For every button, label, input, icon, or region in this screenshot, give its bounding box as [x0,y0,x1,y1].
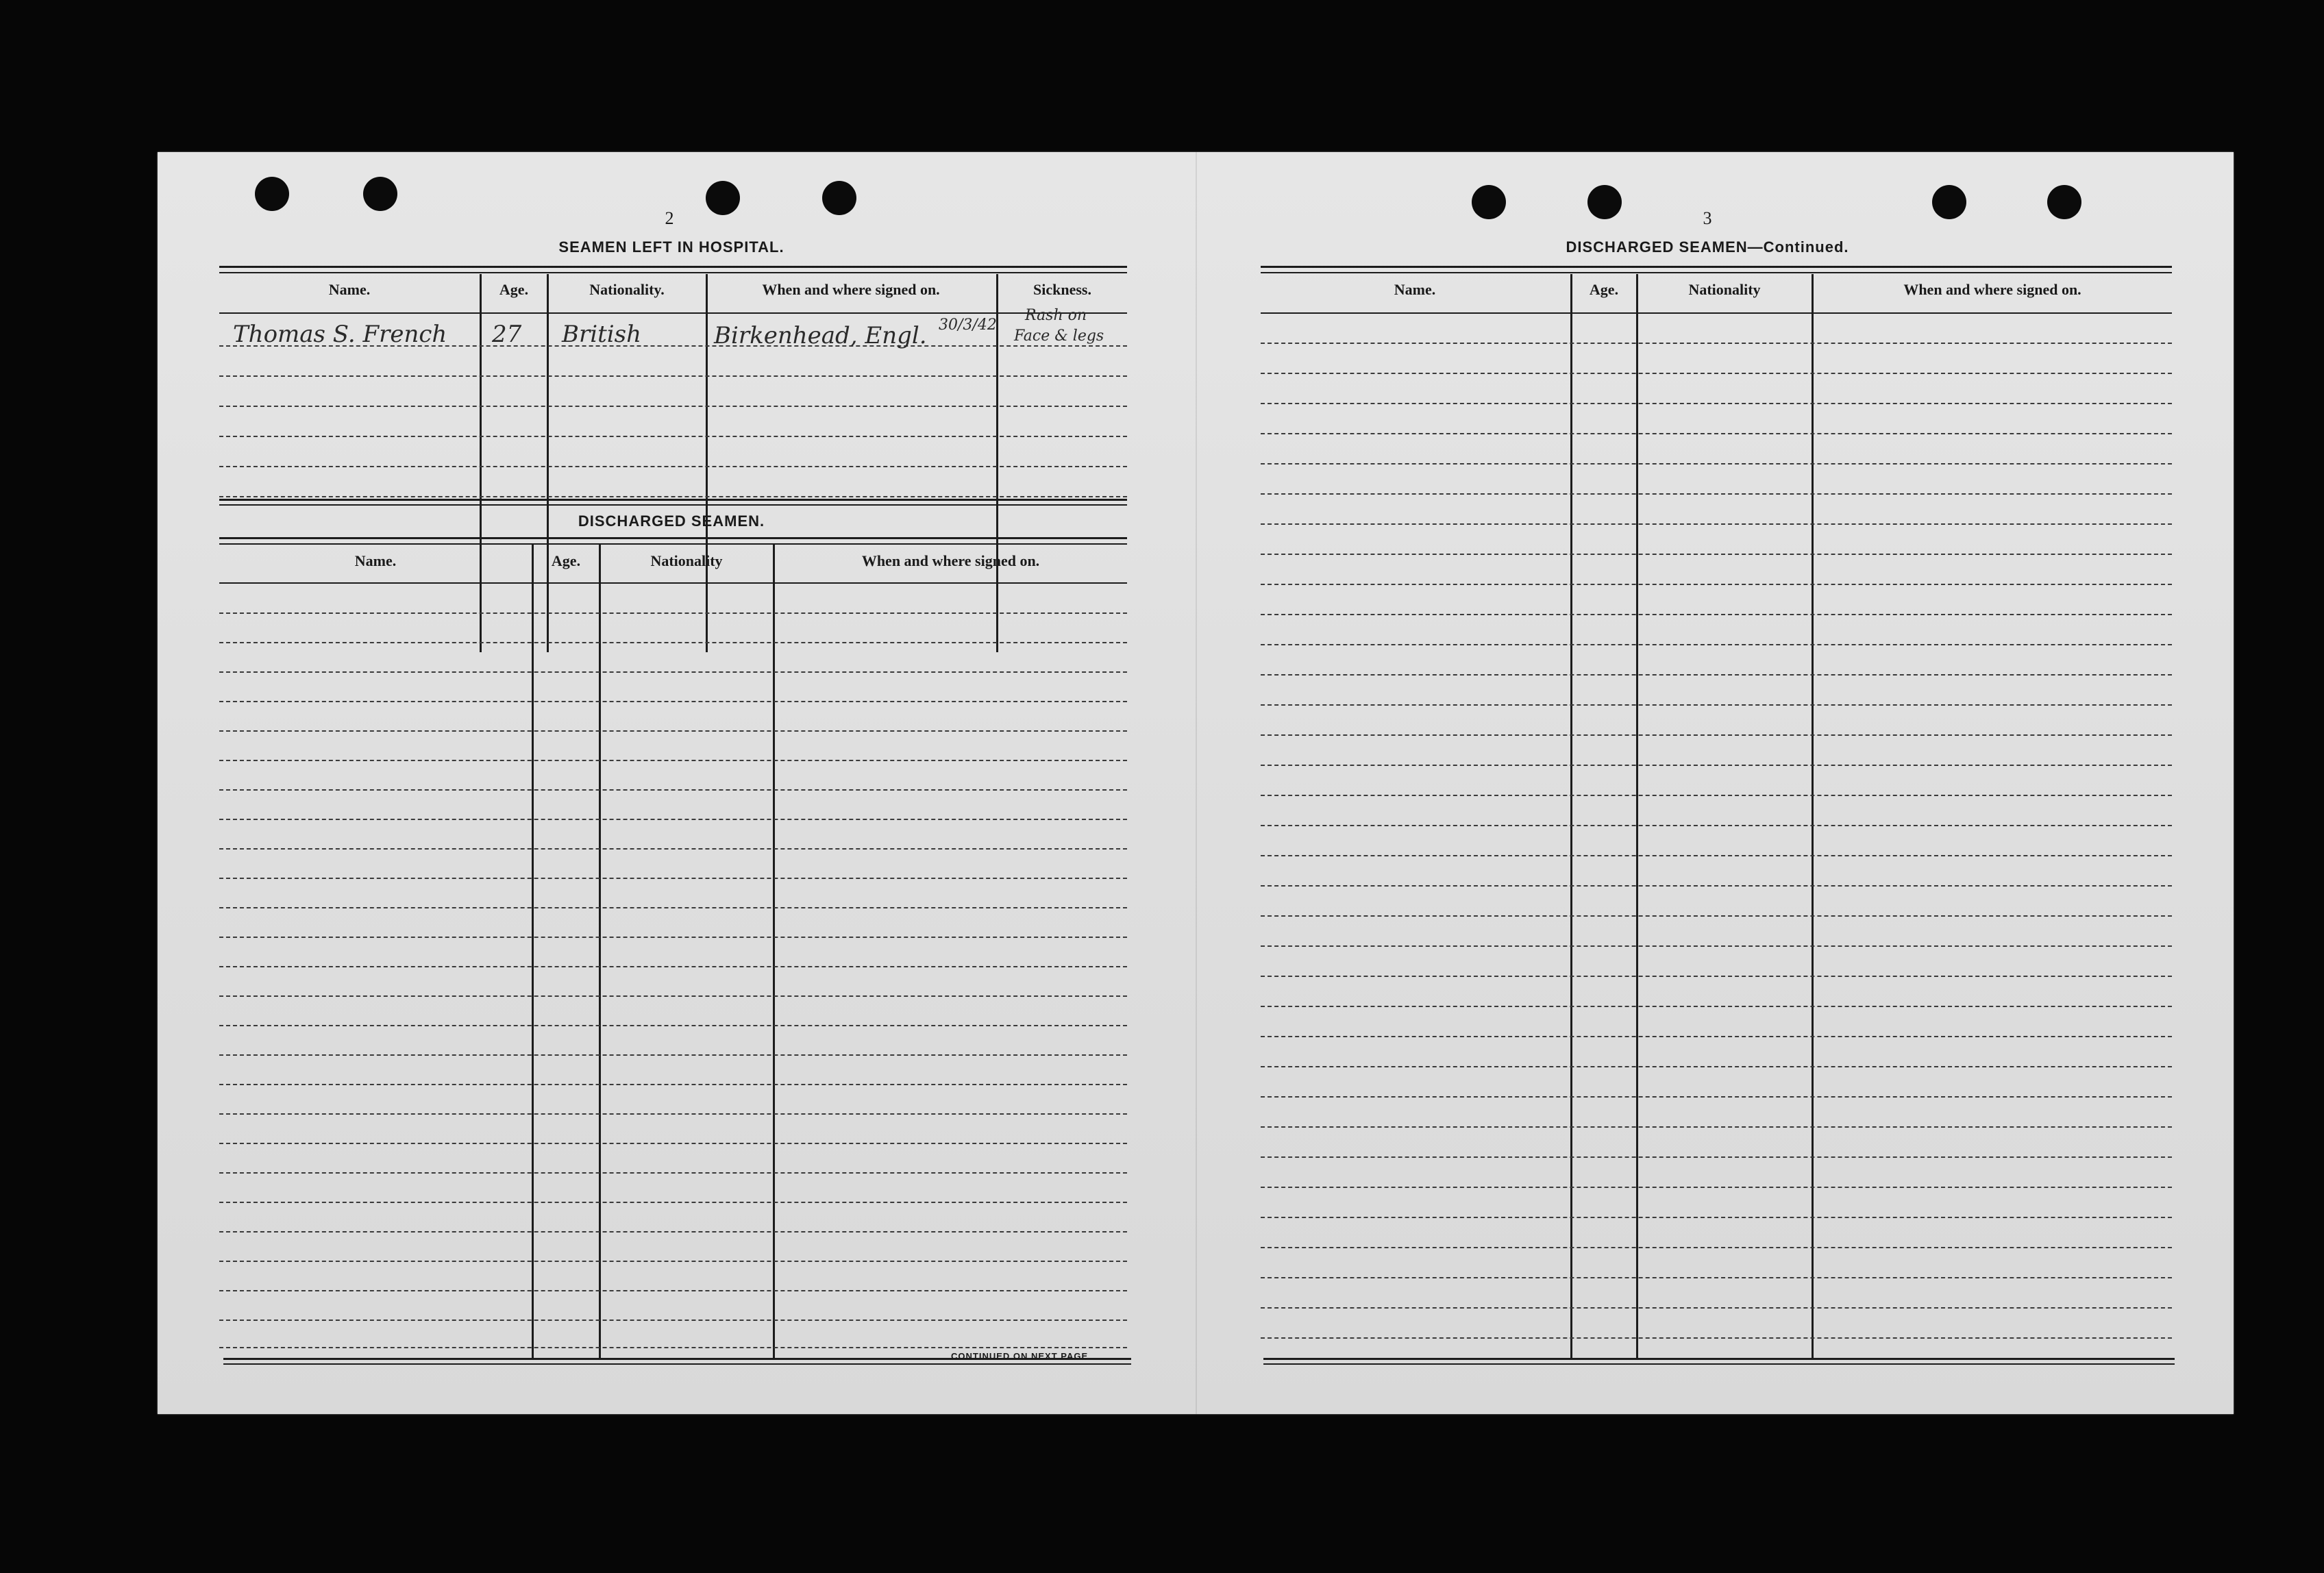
hospital-row-line [219,406,1127,407]
discharged-row-line [219,642,1127,643]
right-row-line [1261,554,2172,555]
discharged-col-divider [599,544,601,1359]
punch-hole [1932,185,1966,219]
discharged-row-line [219,995,1127,997]
right-row-line [1261,403,2172,404]
discharged-row-line [219,878,1127,879]
right-row-line [1261,1126,2172,1128]
right-row-line [1261,644,2172,645]
discharged-section-title: DISCHARGED SEAMEN. [578,512,765,530]
right-row-line [1261,523,2172,525]
right-col-nationality: Nationality [1688,281,1761,298]
right-row-line [1261,885,2172,887]
hospital-row-line [219,375,1127,377]
form-sheet [158,152,2234,1414]
continued-note: CONTINUED ON NEXT PAGE. [951,1351,1091,1361]
entry-signed-date: 30/3/42 [939,317,997,334]
entry-signed-on: Birkenhead, Engl. [714,322,927,349]
right-row-line [1261,704,2172,706]
discharged-row-line [219,1202,1127,1203]
hospital-top-rule [219,272,1127,273]
discharged-col-signed-on: When and where signed on. [861,552,1040,569]
right-row-line [1261,373,2172,374]
discharged-row-line [219,1084,1127,1085]
hospital-section-title: SEAMEN LEFT IN HOSPITAL. [558,238,784,256]
right-row-line [1261,463,2172,465]
hospital-col-divider [480,274,482,652]
hospital-col-age: Age. [499,281,529,298]
right-row-line [1261,734,2172,736]
right-row-line [1261,343,2172,344]
hospital-col-sickness: Sickness. [1033,281,1091,298]
discharged-header-rule [219,582,1127,584]
punch-hole [363,177,397,211]
discharged-row-line [219,1231,1127,1233]
right-row-line [1261,674,2172,676]
right-row-line [1261,1217,2172,1218]
discharged-row-line [219,1290,1127,1291]
right-row-line [1261,1036,2172,1037]
discharged-row-line [219,1172,1127,1174]
right-top-rule [1261,272,2172,273]
right-col-divider [1570,274,1572,1358]
punch-hole [706,181,740,215]
discharged-row-line [219,730,1127,732]
discharged-row-line [219,671,1127,673]
punch-hole [255,177,289,211]
right-row-line [1261,765,2172,766]
hospital-row-line [219,436,1127,437]
discharged-row-line [219,848,1127,850]
hospital-row-line [219,496,1127,497]
right-col-name: Name. [1394,281,1436,298]
hospital-col-divider [706,274,708,652]
discharged-col-nationality: Nationality [650,552,723,569]
discharged-row-line [219,789,1127,791]
right-col-divider [1812,274,1814,1358]
entry-nationality: British [562,321,641,348]
right-row-line [1261,433,2172,434]
right-bottom-rule [1263,1363,2175,1365]
page-number-right: 3 [1703,208,1712,228]
right-row-line [1261,945,2172,947]
hospital-top-rule [219,266,1127,268]
discharged-row-line [219,760,1127,761]
right-row-line [1261,1337,2172,1339]
hospital-header-rule [219,312,1127,314]
discharged-top-rule [219,543,1127,545]
hospital-bottom-rule [219,499,1127,501]
discharged-row-line [219,612,1127,614]
right-row-line [1261,855,2172,856]
hospital-row-line [219,466,1127,467]
hospital-col-nationality: Nationality. [589,281,665,298]
discharged-col-divider [532,544,534,1359]
right-row-line [1261,493,2172,495]
discharged-col-divider [773,544,775,1359]
hospital-col-name: Name. [328,281,371,298]
discharged-continued-title: DISCHARGED SEAMEN—Continued. [1566,238,1849,256]
punch-hole [2047,185,2081,219]
right-header-rule [1261,312,2172,314]
discharged-top-rule [219,537,1127,539]
discharged-bottom-rule [223,1363,1131,1365]
discharged-row-line [219,1320,1127,1321]
discharged-row-line [219,966,1127,967]
discharged-row-line [219,907,1127,908]
entry-sickness-line2: Face & legs [1014,327,1104,345]
discharged-row-line [219,1347,1127,1348]
right-row-line [1261,1277,2172,1278]
right-row-line [1261,1066,2172,1067]
right-col-signed-on: When and where signed on. [1903,281,2081,298]
right-col-divider [1636,274,1638,1358]
hospital-col-signed-on: When and where signed on. [762,281,940,298]
entry-sickness-line1: Rash on [1025,307,1087,324]
right-row-line [1261,1247,2172,1248]
discharged-row-line [219,1113,1127,1115]
punch-hole [822,181,856,215]
right-col-age: Age. [1589,281,1619,298]
right-row-line [1261,825,2172,826]
right-row-line [1261,1187,2172,1188]
discharged-row-line [219,937,1127,938]
discharged-col-name: Name. [354,552,397,569]
right-row-line [1261,976,2172,977]
discharged-row-line [219,1025,1127,1026]
punch-hole [1472,185,1506,219]
discharged-row-line [219,1054,1127,1056]
right-row-line [1261,915,2172,917]
discharged-col-age: Age. [551,552,581,569]
right-row-line [1261,584,2172,585]
right-row-line [1261,1307,2172,1309]
discharged-row-line [219,1143,1127,1144]
discharged-row-line [219,1261,1127,1262]
right-row-line [1261,614,2172,615]
right-top-rule [1261,266,2172,268]
right-row-line [1261,1006,2172,1007]
punch-hole [1587,185,1622,219]
right-row-line [1261,1096,2172,1098]
right-bottom-rule [1263,1358,2175,1360]
discharged-row-line [219,819,1127,820]
discharged-row-line [219,701,1127,702]
right-row-line [1261,795,2172,796]
entry-name: Thomas S. French [233,321,447,348]
hospital-bottom-rule [219,504,1127,506]
page-number-left: 2 [665,208,674,228]
hospital-col-divider [547,274,549,652]
right-row-line [1261,1156,2172,1158]
page-fold [1196,152,1197,1414]
entry-age: 27 [492,321,522,348]
